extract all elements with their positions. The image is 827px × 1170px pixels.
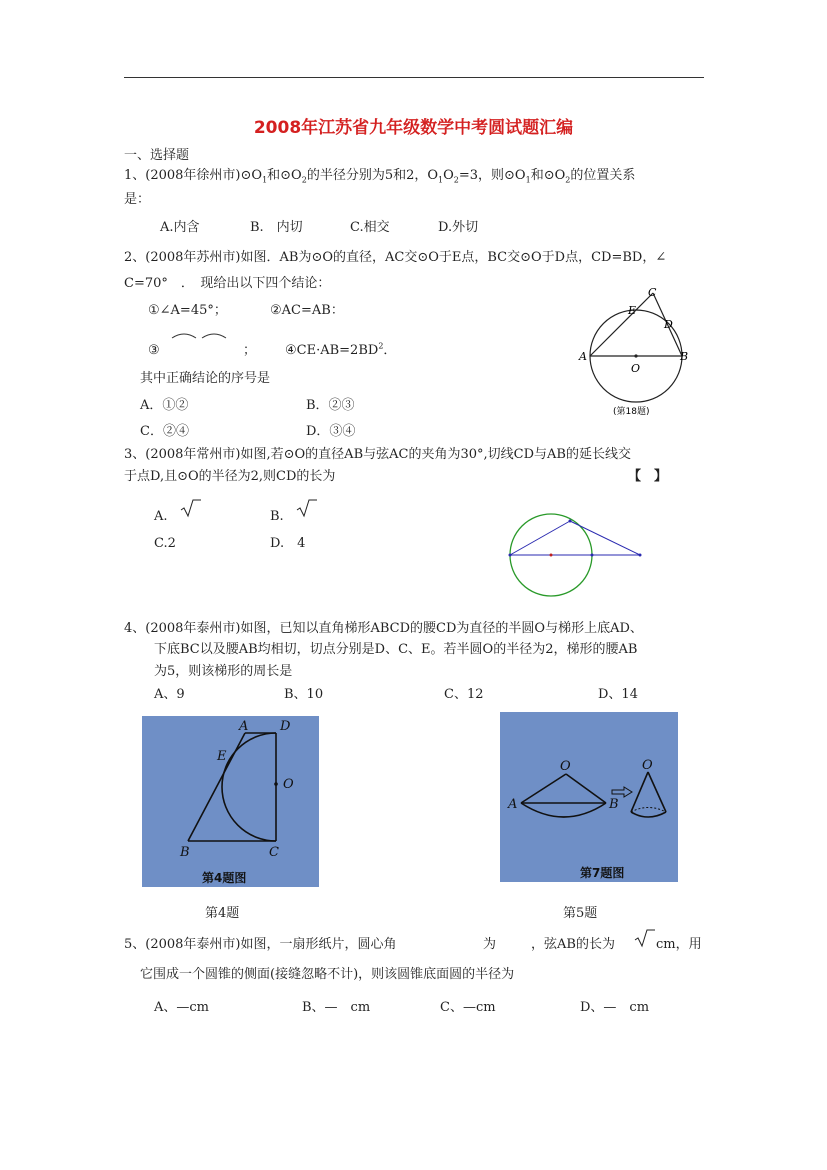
section-heading: 一、选择题 <box>124 148 190 163</box>
q2-line1: 2、(2008年苏州市)如图．AB为⊙O的直径，AC交⊙O于E点，BC交⊙O于D点，CD=BD，∠ <box>124 250 667 265</box>
q4-line2: 下底BC以及腰AB均相切，切点分别是D、C、E。若半圆O的半径为2，梯形的腰AB <box>154 642 638 657</box>
q3-option-b: B. <box>270 509 284 524</box>
q5-label-a: A <box>508 797 518 812</box>
q5-line1-d: cm，用 <box>656 937 702 952</box>
q3-answer-bracket: 【 】 <box>628 469 668 484</box>
q1-option-d: D.外切 <box>438 220 479 235</box>
q1-option-a: A.内含 <box>160 220 200 235</box>
q4-figure-photo <box>142 716 319 887</box>
q2-label-a: A <box>579 350 587 363</box>
q2-label-e: E <box>628 304 637 317</box>
q2-figure-caption: (第18题) <box>613 407 650 417</box>
q2-statement-3: ③ <box>148 343 160 358</box>
q1-line2: 是： <box>124 192 151 207</box>
q2-label-b: B <box>680 350 689 363</box>
q2-line2: C=70° ． 现给出以下四个结论： <box>124 276 331 291</box>
q5-line1-a: 5、(2008年泰州市)如图，一扇形纸片，圆心角 <box>124 937 397 952</box>
sqrt-icon <box>634 928 656 948</box>
q5-option-c: C、—cm <box>440 1000 496 1015</box>
q2-statement-3-end: ； <box>243 343 257 358</box>
q5-line1-c: ，弦AB的长为 <box>531 937 615 952</box>
q5-option-b: B、— cm <box>302 1000 371 1015</box>
q2-label-c: C <box>648 286 657 299</box>
q4-label-e: E <box>217 749 227 764</box>
q4-label-o: O <box>283 777 294 792</box>
q1-option-b: B. 内切 <box>250 220 303 235</box>
q2-prompt: 其中正确结论的序号是 <box>140 371 271 386</box>
q5-caption: 第5题 <box>563 906 598 921</box>
q2-label-o: O <box>631 362 641 375</box>
q2-option-a: A．①② <box>140 398 189 413</box>
q3-line1: 3、(2008年常州市)如图,若⊙O的直径AB与弦AC的夹角为30°,切线CD与AB的延长线交 <box>124 447 631 462</box>
q2-statement-2: ②AC=AB： <box>270 303 344 318</box>
q2-option-d: D．③④ <box>306 424 356 439</box>
q4-line3: 为5，则该梯形的周长是 <box>154 664 293 679</box>
sqrt-icon <box>296 498 318 518</box>
q4-label-a: A <box>239 719 249 734</box>
q2-circle-figure <box>575 283 705 423</box>
q2-option-c: C．②④ <box>140 424 189 439</box>
q5-label-o-sector: O <box>560 759 571 774</box>
q2-statement-4: $④CE\cdot AB=2BD^2$． <box>285 341 397 358</box>
q4-option-d: D、14 <box>598 687 638 702</box>
q4-label-c: C <box>269 845 279 860</box>
q5-figure-caption: 第7题图 <box>580 866 625 880</box>
q3-option-a: A. <box>154 509 168 524</box>
arc-marks <box>170 330 230 340</box>
q5-line2: 它围成一个圆锥的侧面(接缝忽略不计)，则该圆锥底面圆的半径为 <box>140 967 515 982</box>
q1-option-c: C.相交 <box>350 220 390 235</box>
q3-option-c: C.2 <box>154 536 176 551</box>
q5-line1-b: 为 <box>483 937 497 952</box>
q2-option-b: B．②③ <box>306 398 355 413</box>
q4-figure-caption: 第4题图 <box>202 871 247 885</box>
q3-line2: 于点D,且⊙O的半径为2,则CD的长为 <box>124 469 336 484</box>
q3-option-d: D. 4 <box>270 536 306 551</box>
q5-option-d: D、— cm <box>580 1000 650 1015</box>
q2-statement-1: ①∠A=45°； <box>148 303 227 318</box>
page-title: 2008年江苏省九年级数学中考圆试题汇编 <box>253 118 574 138</box>
q4-caption: 第4题 <box>205 906 240 921</box>
q1-line1: 1、(2008年徐州市)$⊙O_1$和$⊙O_2$的半径分别为5和2，$O_1O_2=3$，则$⊙O_1$和$⊙O_2$的位置关系 <box>124 168 636 185</box>
q3-tangent-figure <box>505 512 650 600</box>
q5-label-b: B <box>609 797 619 812</box>
q5-label-o-cone: O <box>642 758 653 773</box>
q4-line1: 4、(2008年泰州市)如图，已知以直角梯形ABCD的腰CD为直径的半圆O与梯形上底AD、 <box>124 621 643 636</box>
q5-figure-photo <box>500 712 678 882</box>
q4-option-c: C、12 <box>444 687 484 702</box>
header-rule <box>124 77 704 78</box>
q2-label-d: D <box>664 318 673 331</box>
q4-label-d: D <box>280 719 291 734</box>
q4-option-a: A、9 <box>154 687 185 702</box>
q4-label-b: B <box>180 845 190 860</box>
sqrt-icon <box>180 498 202 518</box>
q5-option-a: A、—cm <box>154 1000 209 1015</box>
q4-option-b: B、10 <box>284 687 324 702</box>
